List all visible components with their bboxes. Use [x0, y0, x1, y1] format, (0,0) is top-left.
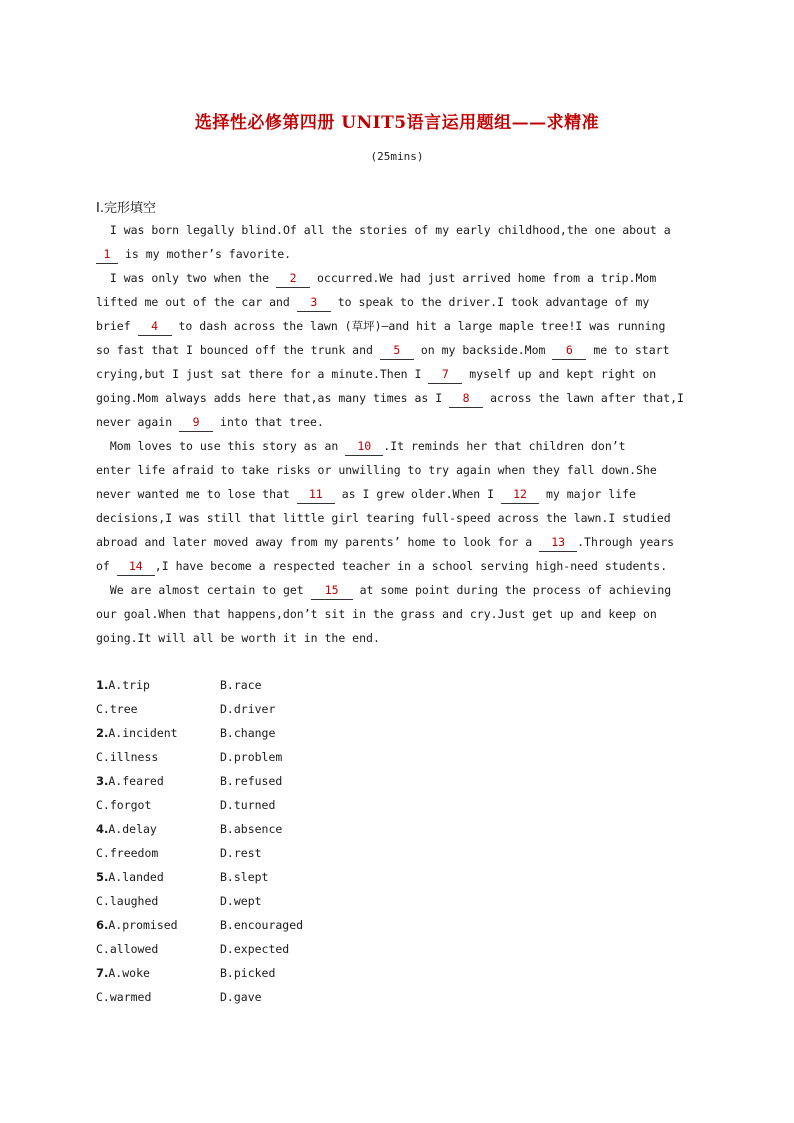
- option-a: A.feared: [108, 774, 164, 788]
- passage-line: never again 9 into that tree.: [96, 410, 696, 434]
- option-c: C.allowed: [96, 942, 159, 956]
- option-d: D.gave: [220, 990, 262, 1004]
- option-a: A.trip: [108, 678, 150, 692]
- blank-7: 7: [428, 366, 462, 384]
- option-c: C.illness: [96, 750, 159, 764]
- duration-label: (25mins): [370, 150, 424, 163]
- option-c: C.tree: [96, 702, 138, 716]
- option-b: B.slept: [220, 870, 269, 884]
- cloze-passage: [96, 218, 696, 650]
- option-d: D.turned: [220, 798, 276, 812]
- blank-13: 13: [539, 534, 577, 552]
- option-row: [96, 889, 303, 913]
- option-d: D.problem: [220, 750, 283, 764]
- option-b: B.refused: [220, 774, 283, 788]
- passage-line: crying,but I just sat there for a minute.Then I 7 myself up and kept right on: [96, 362, 696, 386]
- blank-2: 2: [276, 270, 310, 288]
- option-d: D.expected: [220, 942, 290, 956]
- passage-line: so fast that I bounced off the trunk and 5 on my backside.Mom 6 me to start: [96, 338, 696, 362]
- passage-line: going.Mom always adds here that,as many times as I 8 across the lawn after that,I: [96, 386, 696, 410]
- option-a: A.landed: [108, 870, 164, 884]
- passage-line: I was only two when the 2 occurred.We had just arrived home from a trip.Mom: [96, 266, 696, 290]
- blank-14: 14: [117, 558, 155, 576]
- option-a: A.promised: [108, 918, 178, 932]
- option-a: A.delay: [108, 822, 157, 836]
- option-b: B.picked: [220, 966, 276, 980]
- blank-6: 6: [552, 342, 586, 360]
- option-row: [96, 697, 303, 721]
- passage-line: enter life afraid to take risks or unwilling to try again when they fall down.She: [96, 463, 657, 477]
- option-c: C.laughed: [96, 894, 159, 908]
- option-c: C.freedom: [96, 846, 159, 860]
- option-row: 6.A.promised B.encouraged: [96, 913, 303, 937]
- option-b: B.race: [220, 678, 262, 692]
- blank-12: 12: [501, 486, 539, 504]
- option-row: 3.A.feared B.refused: [96, 769, 303, 793]
- option-row: 7.A.woke B.picked: [96, 961, 303, 985]
- question-options: [96, 673, 303, 1009]
- option-row: 1.A.trip B.race: [96, 673, 303, 697]
- option-d: D.driver: [220, 702, 276, 716]
- option-c: C.forgot: [96, 798, 152, 812]
- passage-line: I was born legally blind.Of all the stories of my early childhood,the one about a: [109, 223, 671, 237]
- blank-9: 9: [179, 414, 213, 432]
- passage-line: going.It will all be worth it in the end.: [96, 631, 380, 645]
- blank-15: 15: [311, 582, 353, 600]
- option-row: 5.A.landed B.slept: [96, 865, 303, 889]
- option-d: D.wept: [220, 894, 262, 908]
- passage-line: 1 is my mother’s favorite.: [96, 242, 696, 266]
- option-b: B.change: [220, 726, 276, 740]
- option-a: A.incident: [108, 726, 178, 740]
- passage-line: of 14 ,I have become a respected teacher in a school serving high-need students.: [96, 554, 696, 578]
- passage-line: brief 4 to dash across the lawn (草坪)—and hit a large maple tree!I was running: [96, 314, 696, 338]
- blank-5: 5: [380, 342, 414, 360]
- option-row: 4.A.delay B.absence: [96, 817, 303, 841]
- section-heading: Ⅰ.完形填空: [96, 201, 156, 216]
- option-a: A.woke: [108, 966, 150, 980]
- option-row: 2.A.incident B.change: [96, 721, 303, 745]
- passage-line: never wanted me to lose that 11 as I grew older.When I 12 my major life: [96, 482, 696, 506]
- option-row: [96, 793, 303, 817]
- option-row: [96, 841, 303, 865]
- blank-1: 1: [96, 246, 118, 264]
- passage-line: lifted me out of the car and 3 to speak to the driver.I took advantage of my: [96, 290, 696, 314]
- blank-4: 4: [138, 318, 172, 336]
- option-c: C.warmed: [96, 990, 152, 1004]
- option-row: [96, 745, 303, 769]
- option-row: [96, 937, 303, 961]
- page-title: 选择性必修第四册 UNIT5语言运用题组——求精准: [194, 113, 600, 133]
- option-d: D.rest: [220, 846, 262, 860]
- passage-line: Mom loves to use this story as an 10 .It reminds her that children don’t: [96, 434, 696, 458]
- passage-line: our goal.When that happens,don’t sit in the grass and cry.Just get up and keep on: [96, 607, 657, 621]
- blank-3: 3: [297, 294, 331, 312]
- option-row: [96, 985, 303, 1009]
- passage-line: decisions,I was still that little girl tearing full-speed across the lawn.I studied: [96, 511, 671, 525]
- blank-10: 10: [345, 438, 383, 456]
- option-b: B.encouraged: [220, 918, 304, 932]
- passage-line: We are almost certain to get 15 at some point during the process of achieving: [96, 578, 696, 602]
- blank-11: 11: [297, 486, 335, 504]
- blank-8: 8: [449, 390, 483, 408]
- option-b: B.absence: [220, 822, 283, 836]
- passage-line: abroad and later moved away from my parents’ home to look for a 13 .Through years: [96, 530, 696, 554]
